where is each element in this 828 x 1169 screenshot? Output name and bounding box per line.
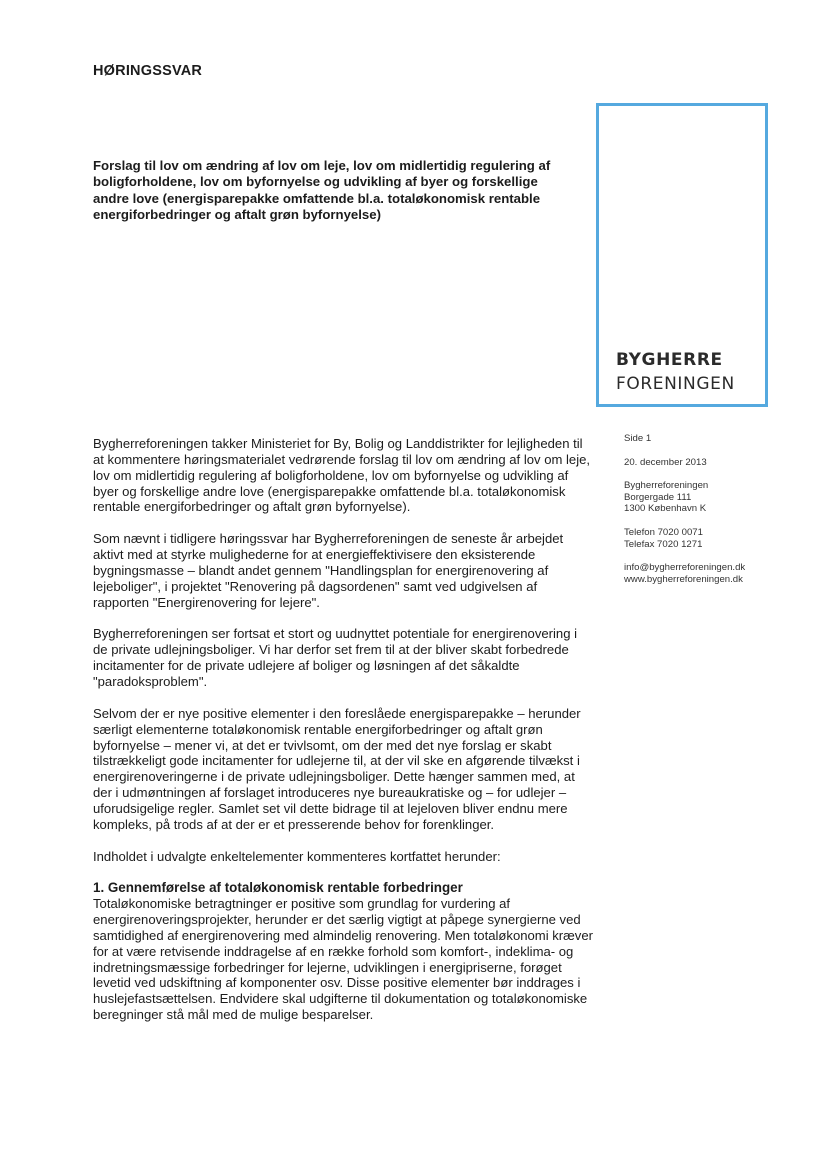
fax-number: Telefax 7020 1271 [624,538,703,550]
page-number: Side 1 [624,433,652,444]
logo-text-line2: FORENINGEN [616,374,735,394]
paragraph-intro: Bygherreforeningen takker Ministeriet for By, Bolig og Landdistrikter for lejligheden til at kommentere høringsmaterialet vedrørende forslag til lov om ændring af lov om leje, lov om midlertidig regulering af boligforholdene, lov om byfornyelse og udvikling af byer og forskellige andre love (energisparepakke omfattende bl.a. totaløkonomisk rentable energiforbedringer og aftalt grøn byfornyelse). [93,436,591,515]
document-type-label: HØRINGSSVAR [93,63,203,79]
phone-number: Telefon 7020 0071 [624,526,703,538]
organization-name: Bygherreforeningen [624,480,709,492]
letter-body [93,436,593,1039]
paragraph-assessment: Selvom der er nye positive elementer i den foreslåede energisparepakke – herunder særligt elementerne totaløkonomisk rentable energiforbedringer og aftalt grøn byfornyelse – mener vi, at det er tvivlsomt, om der med det nye forslag er skabt tilstrækkeligt gode incitamenter for udlejerne til, at der vil ske en afgørende tilvækst i energirenoveringerne i de private udlejningsboliger. Dette hænger sammen med, at der i udmøntningen af forslaget introduceres nye bureaukratiske og – for udlejer – uforudsigelige regler. Samlet set vil dette bidrage til at lejeloven bliver endnu mere kompleks, på trods af at der er et presserende behov for forenklinger. [93,705,581,832]
paragraph-section-1: Totaløkonomiske betragtninger er positive som grundlag for vurdering af energirenoveringsprojekter, herunder er det særlig vigtigt at påpege synergierne ved samtidighed af energirenovering med almindelig renovering. Men totaløkonomi kræver for at være retvisende inddragelse af en række forhold som komfort-, indeklima- og indretningsmæssige forbedringer for lejerne, udviklingen i energipriserne, forøget levetid ved udskiftning af komponenter osv. Disse positive elementer bør inddrages i huslejefastsættelsen. Endvidere skal udgifterne til dokumentation og totaløkonomiske beregninger stå mål med de mulige besparelser. [93,896,593,1023]
section-heading-1: 1. Gennemførelse af totaløkonomisk rentable forbedringer [93,880,463,896]
document-date: 20. december 2013 [624,456,707,468]
email-address: info@bygherreforeningen.dk [624,562,746,574]
sender-info-sidebar [624,433,794,597]
logo-text-line1: BYGHERRE [616,350,723,370]
city-address: 1300 København K [624,503,707,515]
paragraph-background: Som nævnt i tidligere høringssvar har Bygherreforeningen de seneste år arbejdet aktivt med at styrke mulighederne for at energieffektivisere den eksisterende bygningsmasse – blandt andet gennem "Handlingsplan for energirenovering af lejeboliger", i projektet "Renovering på dagsordenen" samt ved udgivelsen af rapporten "Energirenovering for lejere". [93,531,564,610]
organization-logo [596,103,768,407]
paragraph-overview: Indholdet i udvalgte enkeltelementer kommenteres kortfattet herunder: [93,848,501,864]
street-address: Borgergade 111 [624,491,692,503]
document-title: Forslag til lov om ændring af lov om leje, lov om midlertidig regulering af boligforholdene, lov om byfornyelse og udvikling af byer og forskellige andre love (energisparepakke omfattende bl.a. totaløkonomisk rentable energiforbedringer og aftalt grøn byfornyelse) [93,158,551,222]
website-address: www.bygherreforeningen.dk [624,573,743,585]
paragraph-potential: Bygherreforeningen ser fortsat et stort og uudnyttet potentiale for energirenovering i de private udlejningsboliger. Vi har derfor set frem til at der bliver skabt forbedrede incitamenter for de private udlejere af boliger og løsningen af det såkaldte "paradoksproblem". [93,626,578,689]
